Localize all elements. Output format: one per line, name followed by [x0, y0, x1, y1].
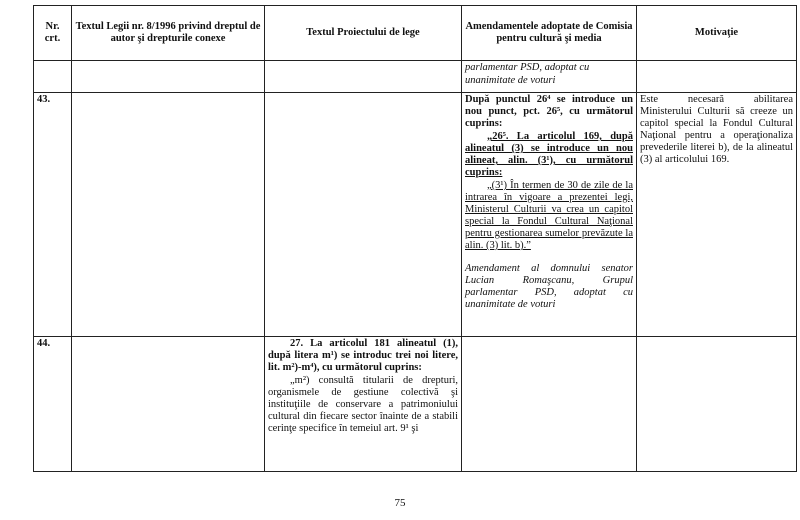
cell-nr-prev [34, 61, 72, 93]
page-number: 75 [394, 497, 406, 509]
cell-amend-prev [462, 61, 637, 93]
cell-motiv-prev [637, 61, 797, 93]
amend-intro-43: După punctul 26⁴ se introduce un nou punct, pct. 26⁵, cu următorul cuprins: [465, 94, 633, 129]
cell-amend-44 [462, 337, 637, 472]
amend-text-43: „(3¹) În termen de 30 de zile de la intrarea în vigoare a prezentei legi, Ministerul Culturii va crea un capitol special la Fondul Cultural Naţional pentru gestionarea sumelor prevăzute la alin. (3) lit. b).” [465, 180, 633, 251]
amend-point-43: „26⁵. La articolul 169, după alineatul (3) se introduce un nou alineat, alin. (3¹), cu următorul cuprins: [465, 131, 633, 178]
motivation-43: Este necesară abilitarea Ministerului Culturii să creeze un capitol special la Fondul Cultural Naţional pentru a operaţionaliza prevederile literei b), de la alineatul (3) al articolului 169. [637, 93, 797, 337]
prev-amend-line2: unanimitate de voturi [465, 75, 556, 86]
cell-law-prev [72, 61, 265, 93]
row-number-43: 43. [34, 93, 72, 337]
project-text-44: „m²) consultă titularii de drepturi, organismele de gestiune colectivă şi instituţiile de conservare a patrimoniului cultural din fiecare sector înainte de a stabili cerinţe specifice în temeiul art. 9¹ şi [268, 375, 458, 434]
table-row-previous [34, 61, 797, 93]
row-number-44: 44. [34, 337, 72, 472]
table-header-row [34, 6, 797, 61]
header-motivation: Motivaţie [637, 6, 797, 61]
cell-amend-43 [462, 93, 637, 337]
cell-law-43 [72, 93, 265, 337]
amendments-table [33, 5, 797, 472]
table-row-44 [34, 337, 797, 472]
header-law-text: Textul Legii nr. 8/1996 privind dreptul de autor şi drepturile conexe [72, 6, 265, 61]
cell-project-43 [265, 93, 462, 337]
table-row-43 [34, 93, 797, 337]
cell-law-44 [72, 337, 265, 472]
cell-motiv-44 [637, 337, 797, 472]
header-nr: Nr. crt. [34, 6, 72, 61]
header-project-text: Textul Proiectului de lege [265, 6, 462, 61]
cell-project-prev [265, 61, 462, 93]
prev-amend-line1: parlamentar PSD, adoptat cu [465, 62, 590, 73]
project-intro-44: 27. La articolul 181 alineatul (1), după litera m¹) se introduc trei noi litere, lit. m²)-m⁴), cu următorul cuprins: [268, 338, 458, 373]
cell-project-44 [265, 337, 462, 472]
amend-author-43: Amendament al domnului senator Lucian Romaşcanu, Grupul parlamentar PSD, adoptat cu unanimitate de voturi [465, 263, 633, 310]
header-amendments: Amendamentele adoptate de Comisia pentru cultură şi media [462, 6, 637, 61]
